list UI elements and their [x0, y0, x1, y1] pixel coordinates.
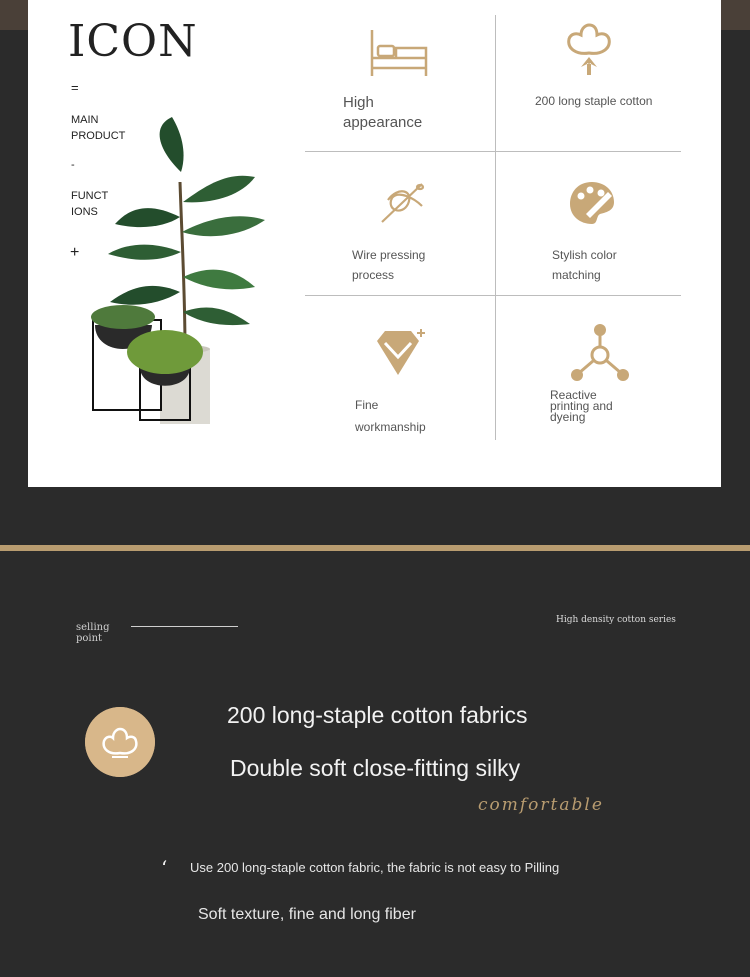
feature-high-appearance: High appearance: [343, 94, 423, 131]
selling-point-tag: selling point: [76, 622, 110, 644]
icon-panel: [28, 0, 721, 487]
needle-thread-icon: [378, 180, 430, 226]
feature-wire-pressing: Wire pressing process: [352, 248, 426, 282]
feature-color-matching: Stylish color matching: [552, 248, 617, 282]
subline-text: Soft texture, fine and long fiber: [198, 906, 416, 923]
diamond-icon: [371, 327, 427, 379]
main-product-label: MAIN PRODUCT: [71, 114, 126, 142]
series-label: High density cotton series: [556, 615, 676, 625]
gold-divider-bar: [0, 545, 750, 551]
molecule-icon: [569, 323, 631, 383]
bed-icon: [368, 28, 430, 78]
panel-title: ICON: [68, 16, 198, 67]
quote-mark: ‘: [161, 856, 168, 880]
grid-divider-row1: [305, 151, 681, 152]
feature-reactive-printing: Reactive printing and dyeing: [550, 388, 613, 424]
grid-divider-row2: [305, 295, 681, 296]
plant-image: [90, 112, 300, 432]
functions-label: FUNCT IONS: [71, 190, 109, 218]
headline-line1: 200 long-staple cotton fabrics: [227, 702, 528, 728]
dash-symbol: -: [71, 159, 75, 171]
description-text: Use 200 long-staple cotton fabric, the fabric is not easy to Pilling: [190, 860, 560, 875]
feature-long-staple: 200 long staple cotton: [535, 94, 653, 108]
grid-divider-vertical: [495, 15, 496, 440]
cotton-flower-icon: [563, 23, 615, 77]
headline-line2: Double soft close-fitting silky: [230, 755, 521, 781]
selling-point-line: [131, 626, 238, 627]
script-comfortable: comfortable: [478, 795, 604, 815]
cotton-badge-icon: [85, 707, 155, 777]
equals-symbol: =: [71, 80, 79, 95]
plus-symbol: +: [70, 244, 80, 261]
feature-fine-workmanship: Fine workmanship: [355, 398, 426, 434]
palette-icon: [568, 180, 616, 226]
